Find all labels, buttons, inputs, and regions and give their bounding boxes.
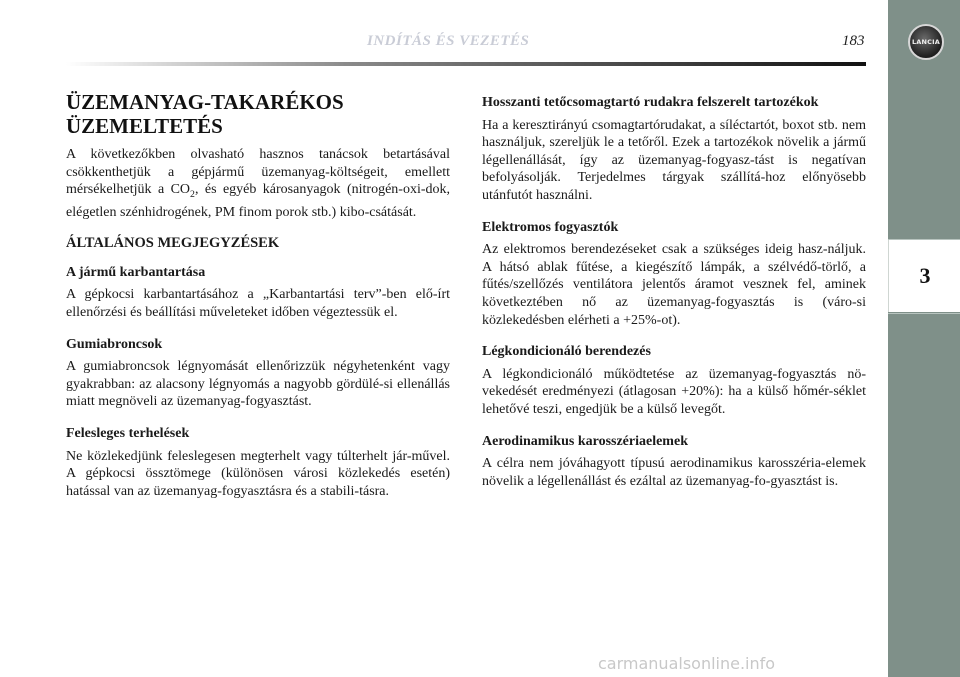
paragraph-maintenance: A gépkocsi karbantartásához a „Karbantartási terv”-ben elő-írt ellenőrzési és beállítási műveleteket időben végeztessük el. <box>66 287 450 320</box>
header-rule <box>66 62 866 66</box>
subheading-roof-rack: Hosszanti tetőcsomagtartó rudakra felszerelt tartozékok <box>482 95 819 110</box>
paragraph-loads: Ne közlekedjünk feleslegesen megterhelt vagy túlterhelt jár-művel. A gépkocsi össztömege (különösen városi közlekedés esetén) hatással van az üzemanyag-fogyasztásra és a stabili-tásra. <box>66 448 450 499</box>
left-column <box>66 90 450 514</box>
title-line-2: ÜZEMELTETÉS <box>66 114 223 138</box>
intro-paragraph <box>66 146 450 221</box>
right-column <box>482 94 866 504</box>
subheading-tyres: Gumiabroncsok <box>66 336 163 352</box>
watermark: carmanualsonline.info <box>598 654 776 673</box>
title-line-1: ÜZEMANYAG-TAKARÉKOS <box>66 90 344 114</box>
subheading-aerodynamics: Aerodinamikus karosszériaelemek <box>482 433 688 449</box>
subheading-loads: Felesleges terhelések <box>66 425 190 441</box>
running-header: INDÍTÁS ÉS VEZETÉS <box>367 33 530 49</box>
paragraph-tyres: A gumiabroncsok légnyomását ellenőrizzük négyhetenként vagy gyakrabban: az alacsony légnyomás a nagyobb gördülé-si ellenállás miatt megnöveli az üzemanyag-fogyasztást. <box>66 359 450 410</box>
sidebar-divider <box>888 313 960 314</box>
subheading-air-conditioning: Légkondicionáló berendezés <box>482 344 651 360</box>
lancia-logo-icon <box>908 24 944 60</box>
subheading-electrical: Elektromos fogyasztók <box>482 219 619 235</box>
paragraph-air-conditioning: A légkondicionáló működtetése az üzemanyag-fogyasztás nö-vekedését eredményezi (átlagosan +20%): ha a külső hőmér-séklet lehetővé teszi, engedjük be a külső levegőt. <box>482 366 866 417</box>
paragraph-electrical: Az elektromos berendezéseket csak a szükséges ideig hasz-náljuk. A hátsó ablak fűtése, a kiegészítő lámpák, a szélvédő-törlő, a fűtés/szellőzés ventilátora jelentős áramot vesznek fel, aminek következtében nő az üzemanyag-fogyasztás is (váro-si közlekedésben elérheti a +25%-ot). <box>482 242 866 328</box>
paragraph-roof-rack: Ha a keresztirányú csomagtartórudakat, a síléctartót, boxot stb. nem használjuk, szereljük le a tetőről. Ezek a tartozékok növelik a jármű légellenállását, így az üzemanyag-fogyasz-tást is negatívan befolyásolják. Terjedelmes tárgyak szállítá-hoz előnyösebb utánfutót használni. <box>482 117 866 203</box>
subheading-maintenance: A jármű karbantartása <box>66 264 206 280</box>
section-heading: ÁLTALÁNOS MEGJEGYZÉSEK <box>66 235 280 252</box>
paragraph-aerodynamics: A célra nem jóváhagyott típusú aerodinamikus karosszéria-elemek növelik a légellenállást és ezáltal az üzemanyag-fo-gyasztást is. <box>482 456 866 489</box>
intro-text: A következőkben olvasható hasznos tanácsok betartásával csökkenthetjük a gépjármű üzemanyag-költségeit, emellett mérsékelhetjük a CO <box>66 147 450 198</box>
chapter-sidebar <box>888 0 960 677</box>
page-title <box>66 90 450 138</box>
co2-subscript: 2 <box>190 188 195 200</box>
intro-text-cont: , és egyéb károsanyagok (nitrogén-oxi-dok, elégetlen szénhidrogének, PM finom porok stb.) kibo-csátását. <box>66 182 450 220</box>
logo-text: LANCIA <box>911 38 941 46</box>
chapter-tab[interactable]: 3 <box>888 240 960 312</box>
page-number: 183 <box>842 33 865 49</box>
